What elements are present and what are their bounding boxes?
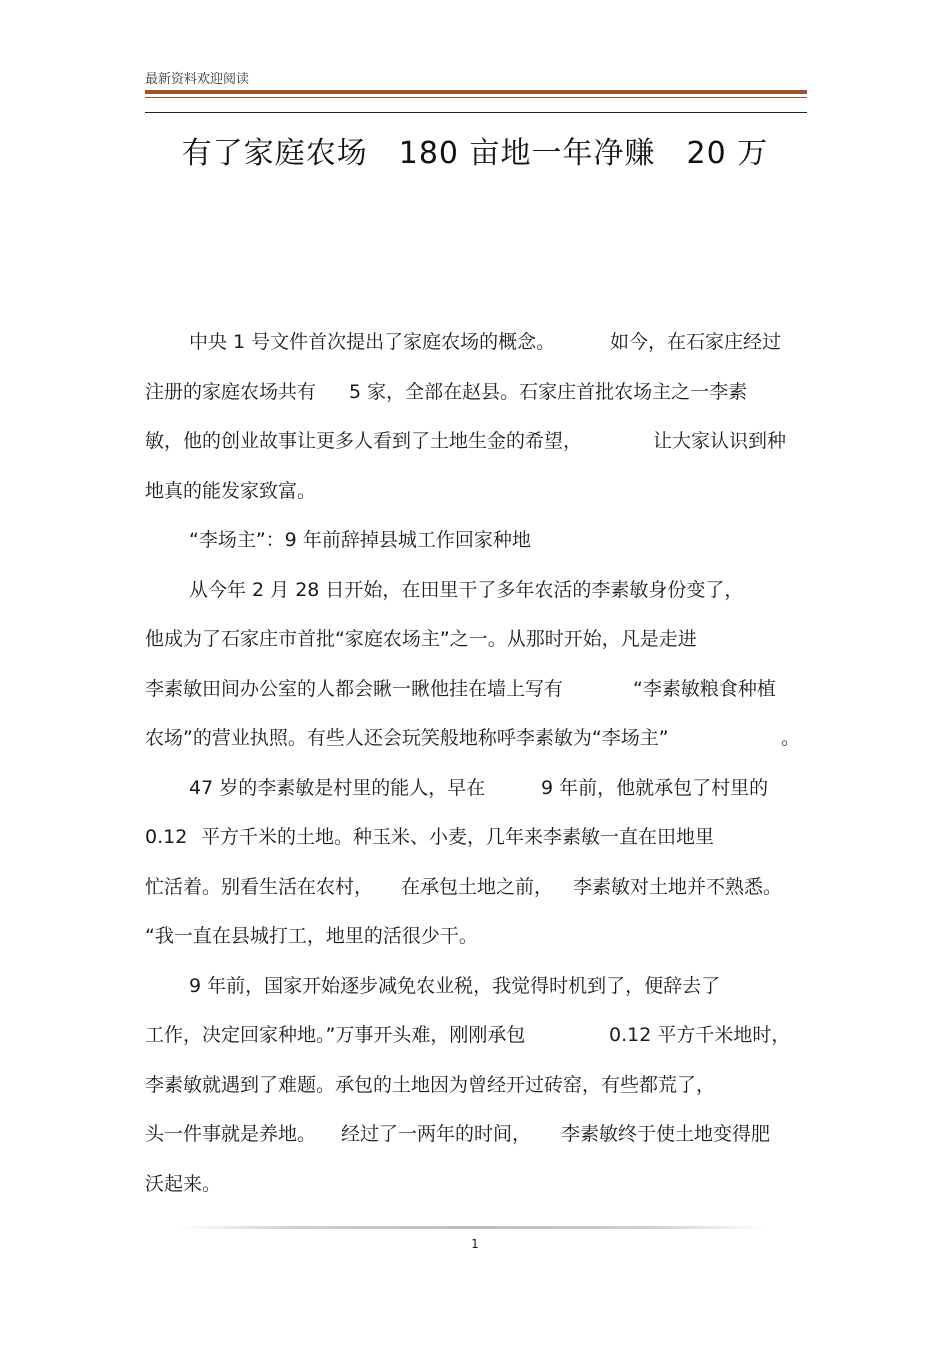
article-title: 有了家庭农场 180 亩地一年净赚 20 万 xyxy=(181,136,769,171)
text-segment: 5 家，全部在赵县。石家庄首批农场主之一李素 xyxy=(349,380,748,403)
text-segment: 忙活着。别看生活在农村， xyxy=(145,875,374,898)
text-segment: 9 年前，他就承包了村里的 xyxy=(541,776,769,799)
text-segment: 。 xyxy=(781,727,801,749)
text-segment: 0.12 平方千米地时， xyxy=(609,1024,791,1046)
text-line xyxy=(145,1160,800,1210)
subheading xyxy=(145,516,800,566)
text-line xyxy=(145,764,800,814)
article-body xyxy=(145,318,800,1209)
text-segment: 李素敏终于使土地变得肥 xyxy=(561,1123,771,1145)
text-segment: 如今，在石家庄经过 xyxy=(610,331,782,353)
text-segment: 中央 1 号文件首次提出了家庭农场的概念。 xyxy=(189,331,556,353)
text-line xyxy=(145,566,800,616)
text-segment: 农场”的营业执照。有些人还会玩笑般地称呼李素敏为“李场主” xyxy=(145,727,669,749)
text-segment: 9 年前，国家开始逐步减免农业税，我觉得时机到了，便辞去了 xyxy=(189,974,721,997)
text-segment: “李素敏粮食种植 xyxy=(633,677,776,700)
text-line xyxy=(145,912,800,962)
text-segment: 经过了一两年的时间， xyxy=(341,1123,532,1145)
header-rule-thick xyxy=(145,90,807,94)
text-segment: 沃起来。 xyxy=(145,1172,222,1195)
text-segment: 李素敏就遇到了难题。承包的土地因为曾经开过砖窑，有些都荒了， xyxy=(145,1073,716,1096)
text-segment: 地真的能发家致富。 xyxy=(145,479,317,502)
text-segment: 李素敏对土地并不熟悉。 xyxy=(573,875,783,898)
text-segment: 工作，决定回家种地。”万事开头难，刚刚承包 xyxy=(145,1024,526,1046)
text-line xyxy=(145,863,800,913)
text-segment: 从今年 2 月 28 日开始，在田里干了多年农活的李素敏身份变了， xyxy=(189,578,744,601)
text-segment: 敏，他的创业故事让更多人看到了土地生金的希望， xyxy=(145,430,583,452)
text-segment: 头一件事就是养地。 xyxy=(145,1123,317,1145)
text-line xyxy=(145,318,800,368)
text-line xyxy=(145,1011,800,1061)
text-segment: 注册的家庭农场共有 xyxy=(145,380,317,403)
header-rule-thin xyxy=(145,97,807,98)
text-segment: “李场主”：9 年前辞掉县城工作回家种地 xyxy=(189,529,531,551)
text-line xyxy=(145,615,800,665)
text-line xyxy=(145,368,800,418)
text-segment: 让大家认识到种 xyxy=(653,430,787,452)
text-line xyxy=(145,962,800,1012)
footer-rule xyxy=(178,1226,768,1229)
text-line xyxy=(145,1061,800,1111)
header-label: 最新资料欢迎阅读 xyxy=(145,72,250,87)
text-line xyxy=(145,467,800,517)
text-line xyxy=(145,1110,800,1160)
text-line xyxy=(145,665,800,715)
text-segment: “我一直在县城打工，地里的活很少干。 xyxy=(145,925,478,947)
header-rule-black xyxy=(145,112,807,113)
text-line xyxy=(145,714,800,764)
text-line xyxy=(145,813,800,863)
page-number: 1 xyxy=(471,1237,479,1251)
text-segment: 47 岁的李素敏是村里的能人，早在 xyxy=(189,776,486,799)
text-segment: 李素敏田间办公室的人都会瞅一瞅他挂在墙上写有 xyxy=(145,677,564,700)
text-segment: 0.12 xyxy=(145,826,188,848)
text-segment: 平方千米的土地。种玉米、小麦，几年来李素敏一直在田地里 xyxy=(201,826,715,848)
text-segment: 他成为了石家庄市首批“家庭农场主”之一。从那时开始，凡是走进 xyxy=(145,628,697,650)
text-segment: 在承包土地之前， xyxy=(401,875,554,898)
text-line xyxy=(145,417,800,467)
